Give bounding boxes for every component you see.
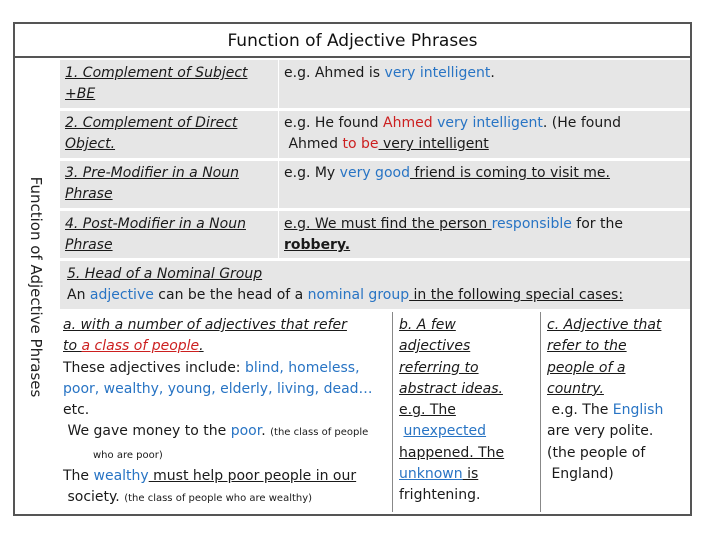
text-cases-a-l3a: These adjectives include: [63, 359, 245, 376]
text-rows-3-right-line1-2: for the [571, 216, 623, 232]
text-cases-b-l4: abstract ideas. [399, 380, 503, 397]
text-row5-line-1: adjective [89, 287, 154, 303]
text-cases-b-l2: adjectives [399, 338, 471, 355]
text-cases-a-l2a: to [63, 338, 82, 355]
row-6-cases [60, 312, 690, 512]
text-rows-0-left-1: +BE [65, 86, 96, 102]
side-label-column [14, 60, 58, 515]
text-cases-a-l8b: wealthy [93, 468, 149, 485]
text-cases-c-l4: country. [547, 380, 604, 397]
text-rows-3-left-0: 4. Post-Modifier in a Noun [65, 216, 246, 232]
text-rows-1-right-line1-1: Ahmed [383, 115, 433, 131]
text-rows-1-right-line2-1: to be [342, 136, 379, 152]
text-cases-c-l5b: English [612, 402, 664, 419]
row-5-heading: 5. Head of a Nominal Group [67, 266, 263, 282]
text-rows-0-right-line1-1: very intelligent [384, 65, 491, 81]
text-cases-a-l4: poor, wealthy, young, elderly, living, dead… [63, 380, 373, 397]
text-cases-c-l8: England) [551, 466, 614, 483]
text-cases-a-l6c: . [261, 423, 271, 440]
row-1 [60, 60, 690, 108]
text-cases-b-l5: e.g. The [399, 402, 456, 419]
row-1-divider [278, 60, 279, 108]
text-cases-b-l8: unknown [399, 466, 463, 483]
case-c [547, 315, 687, 485]
text-rows-3-left-1: Phrase [65, 237, 113, 253]
text-rows-0-left-0: 1. Complement of Subject [65, 65, 248, 81]
row-2 [60, 111, 690, 158]
text-cases-c-l1: c. Adjective that [547, 317, 662, 333]
row-1-function [65, 63, 275, 105]
text-rows-1-right-line2-0: Ahmed [288, 136, 343, 152]
text-cases-c-l6: are very polite. [547, 423, 654, 440]
text-cases-c-l2: refer to the [547, 338, 627, 355]
text-cases-a-l6a: We gave money to the [67, 423, 231, 440]
text-cases-a-l9a: society. [67, 489, 125, 506]
text-cases-b-l8b: is [462, 466, 479, 483]
case-divider-1 [392, 312, 393, 512]
text-rows-2-right-line1-2: friend is coming to visit me. [409, 165, 610, 181]
text-cases-a-l9b: (the class of people who are wealthy) [124, 493, 313, 505]
text-rows-2-left-1: Phrase [65, 186, 113, 202]
text-cases-a-l8c: must help poor people in our [148, 468, 357, 485]
row-4-function [65, 214, 275, 256]
row-2-function [65, 113, 275, 155]
text-cases-a-l8a: The [63, 468, 94, 485]
case-divider-2 [540, 312, 541, 512]
text-rows-3-right-line2-0: robbery. [284, 237, 351, 253]
text-rows-3-right-line1-0: e.g. We must find the person [284, 216, 492, 232]
row-3-example [284, 163, 688, 184]
text-rows-1-left-1: Object. [65, 136, 116, 152]
text-rows-2-right-line1-0: e.g. My [284, 165, 340, 181]
text-cases-b-l1: b. A few [399, 317, 456, 333]
row-3 [60, 161, 690, 208]
text-cases-b-l7: happened. The [399, 444, 505, 461]
text-rows-0-right-line1-0: e.g. Ahmed is [284, 65, 385, 81]
text-rows-2-left-0: 3. Pre-Modifier in a Noun [65, 165, 239, 181]
text-cases-a-l5: etc. [63, 402, 90, 419]
text-cases-a-l1: a. with a number of adjectives that refer [63, 317, 347, 333]
text-rows-1-right-line1-4: . (He found [542, 115, 621, 131]
text-rows-3-right-line1-1: responsible [491, 216, 572, 232]
text-row5-line-0: An [67, 287, 90, 303]
row-5 [60, 261, 690, 309]
text-rows-2-right-line1-1: very good [339, 165, 410, 181]
row-4 [60, 211, 690, 258]
text-cases-c-l7: (the people of [547, 444, 646, 461]
row-2-example [284, 113, 688, 155]
row-3-divider [278, 161, 279, 208]
case-b [399, 315, 537, 507]
text-cases-a-l6d: (the class of people [270, 427, 369, 439]
text-cases-b-l6: unexpected [403, 423, 487, 440]
row-4-example [284, 214, 688, 256]
side-label: Function of Adjective Phrases [27, 176, 45, 398]
text-cases-a-l2c: . [199, 338, 204, 355]
case-a [63, 315, 388, 510]
text-cases-a-l3b: blind, homeless, [244, 359, 360, 376]
text-rows-1-right-line1-0: e.g. He found [284, 115, 384, 131]
row-1-example [284, 63, 684, 84]
text-cases-c-l3: people of a [547, 359, 626, 376]
text-row5-line-3: nominal group [307, 287, 410, 303]
text-row5-line-2: can be the head of a [153, 287, 308, 303]
text-row5-line-4: in the following special cases: [409, 287, 624, 303]
text-rows-1-left-0: 2. Complement of Direct [65, 115, 238, 131]
row-2-divider [278, 111, 279, 158]
row-3-function [65, 163, 275, 205]
row-4-divider [278, 211, 279, 258]
text-rows-0-right-line1-2: . [490, 65, 495, 81]
text-rows-1-right-line2-2: very intelligent [378, 136, 489, 152]
row-5-content [67, 264, 687, 306]
text-cases-b-l3: referring to [399, 359, 479, 376]
slide-title: Function of Adjective Phrases [15, 24, 690, 58]
text-cases-a-l7: who are poor) [93, 449, 163, 461]
text-cases-a-l6b: poor [230, 423, 262, 440]
text-cases-b-l9: frightening. [399, 487, 481, 504]
text-cases-a-l2b: a class of people [81, 338, 200, 355]
text-rows-1-right-line1-3: very intelligent [437, 115, 543, 131]
text-cases-c-l5a: e.g. The [551, 402, 613, 419]
